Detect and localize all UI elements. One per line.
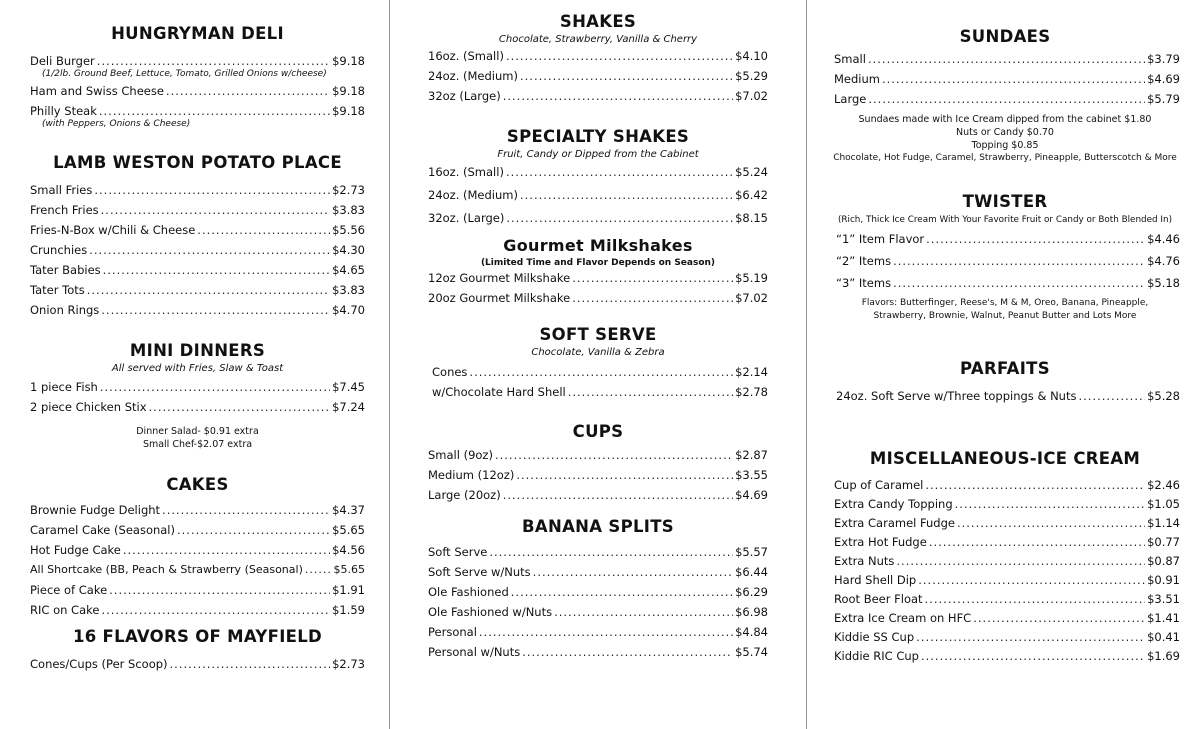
section-subtitle: Fruit, Candy or Dipped from the Cabinet [497,149,699,160]
item-name: Medium (12oz) [428,468,515,482]
item-price: $4.65 [332,263,365,277]
menu-item [428,268,768,288]
item-price: $5.24 [735,165,768,179]
item-name: RIC on Cake [30,603,100,617]
item-price: $6.44 [735,565,768,579]
menu-item [428,582,768,602]
item-price: $4.46 [1147,232,1180,246]
item-price: $5.29 [735,69,768,83]
section-title: SUNDAES [959,27,1051,46]
item-price: $8.15 [735,211,768,225]
item-description: (1/2lb. Ground Beef, Lettuce, Tomato, Grilled Onions w/cheese) [42,69,327,79]
item-price: $5.79 [1147,92,1180,106]
section-title: MINI DINNERS [129,341,266,360]
menu-item [428,465,768,485]
item-name: Medium [834,72,880,86]
section-title: BANANA SPLITS [522,517,674,536]
item-price: $7.45 [332,380,365,394]
item-name: Ole Fashioned w/Nuts [428,605,553,619]
item-name: Soft Serve [428,545,488,559]
item-price: $1.41 [1147,611,1180,625]
item-name: Root Beer Float [834,592,923,606]
menu-item [834,89,1180,109]
item-name: “1” Item Flavor [836,232,925,246]
section-sundaes [830,27,1180,165]
item-price: $0.77 [1147,535,1180,549]
item-name: Hard Shell Dip [834,573,917,587]
menu-item [30,260,365,280]
menu-item [428,184,768,207]
menu-item [428,86,768,106]
item-price: $4.84 [735,625,768,639]
item-price: $4.56 [332,543,365,557]
item-price: $2.73 [332,183,365,197]
menu-item [30,560,365,580]
menu-item [30,180,365,200]
section-subtitle: Chocolate, Vanilla & Zebra [531,347,665,358]
item-price: $4.10 [735,49,768,63]
item-price: $3.83 [332,203,365,217]
item-name: Brownie Fudge Delight [30,503,161,517]
item-price: $1.05 [1147,497,1180,511]
item-price: $4.37 [332,503,365,517]
item-price: $0.87 [1147,554,1180,568]
menu-item [834,609,1180,628]
section-hungryman-deli [30,24,365,131]
menu-item [30,397,365,417]
sundae-note: Chocolate, Hot Fudge, Caramel, Strawberry, Pineapple, Butterscotch & More [833,153,1177,163]
section-subtitle: Chocolate, Strawberry, Vanilla & Cherry [498,34,698,45]
item-name: Kiddie RIC Cup [834,649,919,663]
item-name: Tater Tots [30,283,85,297]
item-name: 20oz Gourmet Milkshake [428,291,571,305]
item-name: Extra Candy Topping [834,497,953,511]
menu-item [834,514,1180,533]
item-name: 2 piece Chicken Stix [30,400,147,414]
item-name: 12oz Gourmet Milkshake [428,271,571,285]
menu-item [834,49,1180,69]
menu-item [428,445,768,465]
item-price: $0.91 [1147,573,1180,587]
menu-item [30,81,365,101]
item-price: $4.70 [332,303,365,317]
item-price: $5.57 [735,545,768,559]
menu-item [30,101,365,121]
item-price: $9.18 [332,54,365,68]
item-name: Deli Burger [30,54,95,68]
item-price: $5.18 [1147,276,1180,290]
section-soft-serve [428,325,768,402]
item-name: 16oz. (Small) [428,165,504,179]
item-price: $6.42 [735,188,768,202]
menu-item [432,382,768,402]
sundae-note: Nuts or Candy $0.70 [956,127,1054,138]
item-name: Extra Hot Fudge [834,535,927,549]
section-title: CAKES [166,475,229,494]
section-title: TWISTER [962,192,1048,211]
item-price: $3.83 [332,283,365,297]
item-price: $5.56 [332,223,365,237]
item-name: 16oz. (Small) [428,49,504,63]
menu-item [834,69,1180,89]
item-name: Fries-N-Box w/Chili & Cheese [30,223,196,237]
item-price: $2.46 [1147,478,1180,492]
item-price: $5.28 [1147,389,1180,403]
item-price: $2.14 [735,365,768,379]
section-title: PARFAITS [960,359,1050,378]
section-cups [428,422,768,505]
menu-item [432,362,768,382]
item-price: $4.30 [332,243,365,257]
section-title: Gourmet Milkshakes [503,236,693,255]
item-name: Cones [432,365,468,379]
section-subtitle: All served with Fries, Slaw & Toast [111,363,284,374]
item-name: 32oz (Large) [428,89,501,103]
item-price: $3.55 [735,468,768,482]
item-price: $4.76 [1147,254,1180,268]
item-name: Large [834,92,867,106]
item-name: Small [834,52,866,66]
item-name: Extra Nuts [834,554,895,568]
menu-item [834,571,1180,590]
menu-item [30,300,365,320]
item-price: $4.69 [735,488,768,502]
menu-item [30,200,365,220]
menu-item [30,520,365,540]
item-name: Personal [428,625,477,639]
item-price: $7.24 [332,400,365,414]
menu-item [428,161,768,184]
section-misc-ice-cream [830,449,1180,666]
column-divider-right [806,0,807,729]
item-price: $9.18 [332,104,365,118]
item-price: $0.41 [1147,630,1180,644]
section-subtitle: (Rich, Thick Ice Cream With Your Favorite Fruit or Candy or Both Blended In) [837,215,1173,225]
item-price: $1.69 [1147,649,1180,663]
menu-item [30,240,365,260]
item-name: Personal w/Nuts [428,645,521,659]
item-name: French Fries [30,203,99,217]
menu-item [428,485,768,505]
item-name: Piece of Cake [30,583,108,597]
section-specialty-shakes [428,127,768,230]
sundae-note: Topping $0.85 [971,140,1039,151]
menu-item [30,654,365,674]
menu-column-right [830,0,1180,729]
item-name: Crunchies [30,243,88,257]
menu-item [428,288,768,308]
item-name: Ole Fashioned [428,585,509,599]
item-name: Large (20oz) [428,488,501,502]
section-subtitle: (Limited Time and Flavor Depends on Season) [480,258,716,268]
section-mini-dinners [30,341,365,451]
item-name: Cones/Cups (Per Scoop) [30,657,168,671]
item-description: (with Peppers, Onions & Cheese) [42,119,191,129]
item-price: $2.87 [735,448,768,462]
item-name: Small Fries [30,183,93,197]
menu-item [428,642,768,662]
item-price: $1.14 [1147,516,1180,530]
menu-item [834,647,1180,666]
item-price: $1.59 [332,603,365,617]
item-name: Kiddie SS Cup [834,630,915,644]
section-title: LAMB WESTON POTATO PLACE [53,153,342,172]
item-name: “3” Items [836,276,892,290]
menu-column-left [30,0,365,729]
sundae-note: Sundaes made with Ice Cream dipped from the cabinet $1.80 [858,114,1152,125]
section-title: CUPS [572,422,624,441]
menu-item [30,580,365,600]
item-name: 24oz. (Medium) [428,188,518,202]
menu-item [428,562,768,582]
item-price: $5.19 [735,271,768,285]
item-name: Hot Fudge Cake [30,543,121,557]
menu-item [428,602,768,622]
menu-item [30,600,365,620]
section-cakes [30,475,365,620]
menu-item [30,51,365,71]
item-price: $5.65 [333,563,365,576]
flavors-note: Flavors: Butterfinger, Reese's, M & M, Oreo, Banana, Pineapple, [861,298,1149,308]
menu-item [428,622,768,642]
item-name: 24oz. Soft Serve w/Three toppings & Nuts [836,389,1077,403]
item-name: Tater Babies [30,263,101,277]
item-name: Philly Steak [30,104,97,118]
item-price: $1.91 [332,583,365,597]
section-potato-place [30,153,365,320]
section-mayfield [30,627,365,674]
menu-item [30,500,365,520]
menu-item [834,590,1180,609]
item-name: Caramel Cake (Seasonal) [30,523,175,537]
menu-item [428,46,768,66]
item-name: 32oz. (Large) [428,211,505,225]
item-price: $9.18 [332,84,365,98]
section-title: MISCELLANEOUS-ICE CREAM [869,449,1141,468]
menu-item [836,272,1180,294]
section-gourmet-milkshakes [428,236,768,308]
section-twister [830,192,1180,323]
item-name: Soft Serve w/Nuts [428,565,531,579]
section-title: SHAKES [559,12,637,31]
menu-item [836,250,1180,272]
menu-item [834,476,1180,495]
section-banana-splits [428,517,768,662]
section-title: 16 FLAVORS OF MAYFIELD [72,627,323,646]
item-price: $5.74 [735,645,768,659]
flavors-note: Strawberry, Brownie, Walnut, Peanut Butter and Lots More [873,311,1137,321]
menu-item [836,386,1180,406]
item-name: Small (9oz) [428,448,493,462]
item-name: Extra Ice Cream on HFC [834,611,972,625]
menu-item [30,280,365,300]
menu-item [428,207,768,230]
column-divider-left [389,0,390,729]
menu-item [30,540,365,560]
menu-item [428,542,768,562]
extra-note: Small Chef-$2.07 extra [142,439,253,450]
menu-item [30,377,365,397]
menu-item [834,628,1180,647]
item-name: Onion Rings [30,303,100,317]
extra-note: Dinner Salad- $0.91 extra [136,426,259,437]
item-price: $2.78 [735,385,768,399]
menu-item [834,533,1180,552]
menu-item [834,495,1180,514]
item-name: All Shortcake (BB, Peach & Strawberry (Seasonal) [30,563,303,576]
item-price: $7.02 [735,89,768,103]
item-name: Extra Caramel Fudge [834,516,955,530]
item-name: 1 piece Fish [30,380,98,394]
item-price: $3.79 [1147,52,1180,66]
menu-item [836,228,1180,250]
item-price: $6.29 [735,585,768,599]
item-name: 24oz. (Medium) [428,69,518,83]
item-price: $6.98 [735,605,768,619]
item-price: $2.73 [332,657,365,671]
menu-item [834,552,1180,571]
section-parfaits [830,359,1180,406]
menu-item [30,220,365,240]
item-name: w/Chocolate Hard Shell [432,385,566,399]
menu-column-middle [428,0,768,729]
item-name: Cup of Caramel [834,478,924,492]
section-title: SPECIALTY SHAKES [506,127,690,146]
menu-item [428,66,768,86]
item-name: Ham and Swiss Cheese [30,84,164,98]
item-price: $5.65 [332,523,365,537]
section-title: SOFT SERVE [539,325,657,344]
item-price: $4.69 [1147,72,1180,86]
item-name: “2” Items [836,254,892,268]
item-price: $7.02 [735,291,768,305]
item-price: $3.51 [1147,592,1180,606]
section-shakes [428,12,768,106]
section-title: HUNGRYMAN DELI [111,24,284,43]
